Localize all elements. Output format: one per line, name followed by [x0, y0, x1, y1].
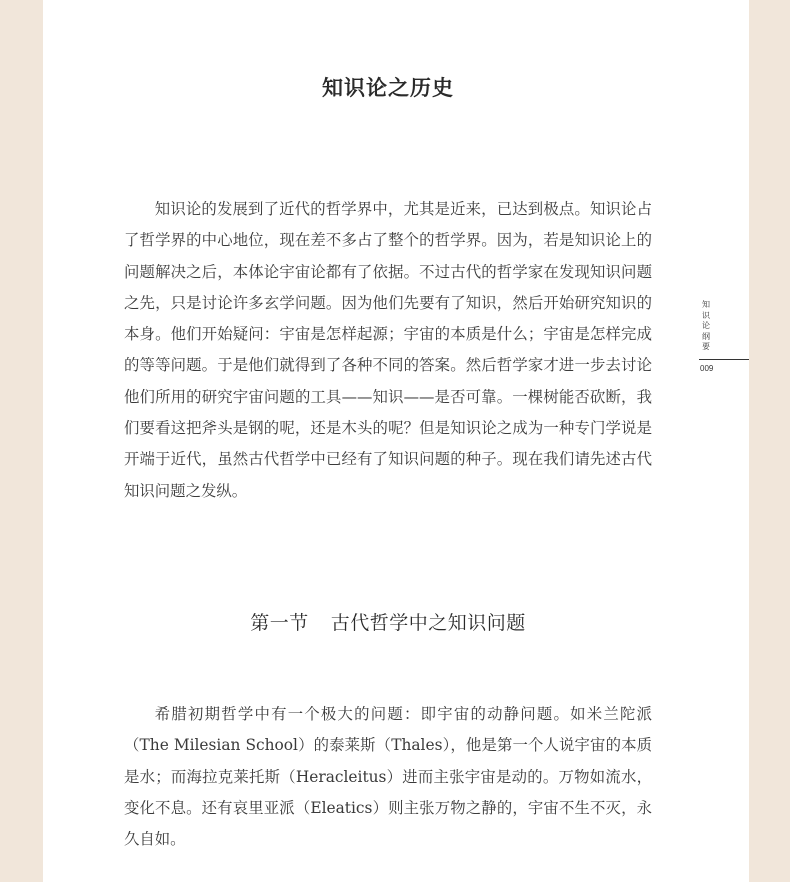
- intro-paragraph: 知识论的发展到了近代的哲学界中，尤其是近来，已达到极点。知识论占了哲学界的中心地位，现在差不多占了整个的哲学界。因为，若是知识论上的问题解决之后，本体论宇宙论都有了依据。不过古代的哲学家在发现知识问题之先，只是讨论许多玄学问题。因为他们先要有了知识，然后开始研究知识的本身。他们开始疑问：宇宙是怎样起源；宇宙的本质是什么；宇宙是怎样完成的等等问题。于是他们就得到了各种不同的答案。然后哲学家才进一步去讨论他们所用的研究宇宙问题的工具——知识——是否可靠。一棵树能否砍断，我们要看这把斧头是钢的呢，还是木头的呢？但是知识论之成为一种专门学说是开端于近代，虽然古代哲学中已经有了知识问题的种子。现在我们请先述古代知识问题之发纵。: [124, 200, 652, 500]
- section-title: 古代哲学中之知识问题: [330, 612, 526, 634]
- section-paragraph: 希腊初期哲学中有一个极大的问题：即宇宙的动静问题。如米兰陀派（The Milesian School）的泰莱斯（Thales），他是第一个人说宇宙的本质是水；而海拉克莱托斯（Heracleitus）进而主张宇宙是动的。万物如流水，变化不息。还有哀里亚派（Eleatics）则主张万物之静的，宇宙不生不灭，永久自如。: [124, 705, 652, 849]
- section-number: 第一节: [250, 612, 309, 634]
- side-book-title: 知识论纲要: [702, 300, 710, 351]
- page-number: 009: [700, 363, 714, 373]
- book-page: [43, 0, 749, 882]
- side-tab: [699, 300, 749, 373]
- side-divider: [699, 359, 749, 360]
- section-heading: [43, 608, 733, 635]
- chapter-title: 知识论之历史: [322, 75, 454, 100]
